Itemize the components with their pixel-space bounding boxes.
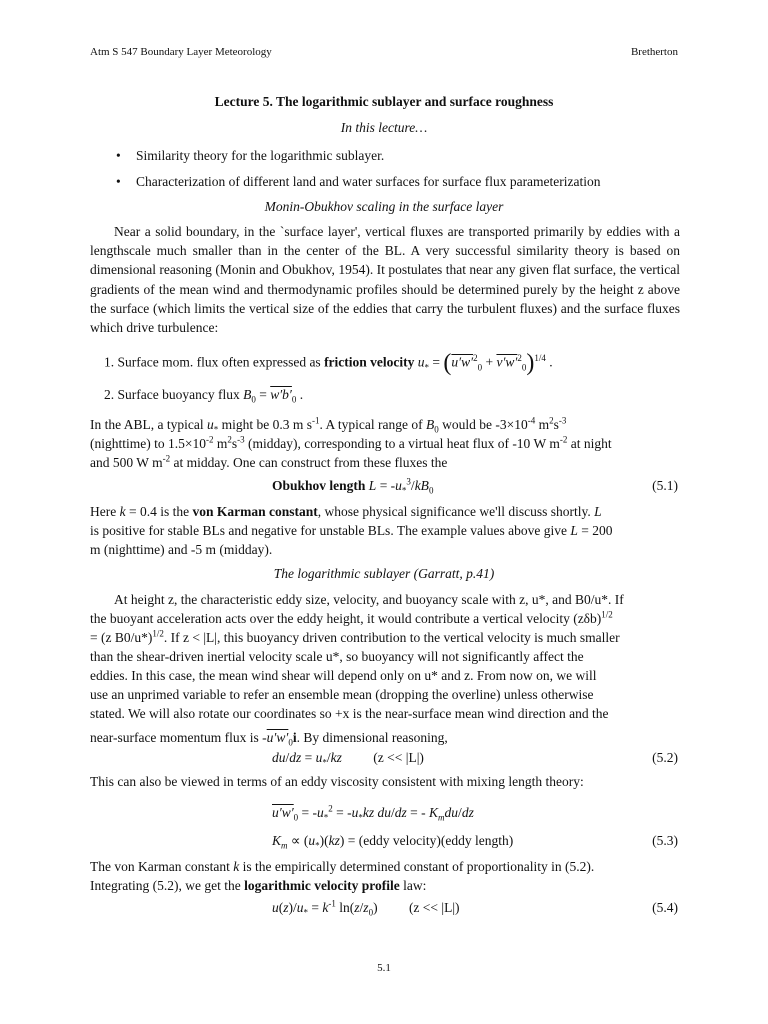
paragraph-sublayer-line-6: use an unprimed variable to refer an ensemble mean (dropping the overline) unless otherwise (90, 687, 594, 702)
equation-log-profile: $u(z)/u_* = k^{-1}$ $\ln(z/z_0) (z << |L|)$ (272, 898, 460, 918)
header-author: Bretherton (630, 46, 678, 58)
paragraph-sublayer-line-4: than the shear-driven inertial velocity scale u*, so buoyancy will not significantly affect the (90, 649, 584, 664)
paragraph-abl-line-3: and 500 W $m^{-2}$ at midday. One can construct from these fluxes the (90, 453, 448, 470)
paragraph-intro: Near a solid boundary, in the `surface layer', vertical fluxes are transported primarily by eddies with a lengthscale much smaller than in the center of the BL. A very successful similarity theory is based on dimensional reasoning (Monin and Obukhov, 1954). It postulates that near any given flat surface, the vertical gradients of the mean wind and thermodynamic profiles should be determined purely by the height z above the surface (which limits the vertical size of the eddies that carry the turbulent fluxes) and the surface fluxes which drive turbulence: (90, 224, 680, 336)
paragraph-karman-line-1: Here k = 0.4 is the von Karman constant, whose physical significance we'll discuss shortly. L (90, 504, 602, 519)
paragraph-karman-integrate-line-2: Integrating (5.2), we get the logarithmic velocity profile law: (90, 878, 427, 893)
equation-number-5-4: (5.4) (652, 900, 678, 915)
equation-wind-shear: $du/dz = u_*/kz$ (z << |L|) (272, 750, 424, 768)
equation-label: Obukhov length (272, 478, 366, 493)
bullet-icon: • (116, 148, 121, 163)
section-heading-log-sublayer: The logarithmic sublayer (Garratt, p.41) (273, 566, 495, 581)
item-buoyancy-flux: 2. Surface buoyancy flux $B_0 = w'b'_0$ . (104, 387, 304, 405)
lecture-title: Lecture 5. The logarithmic sublayer and surface roughness (214, 94, 554, 109)
bullet-text: Similarity theory for the logarithmic sublayer. (136, 148, 385, 163)
item-bold-term: friction velocity (324, 354, 415, 370)
section-heading-mo-scaling: Monin-Obukhov scaling in the surface layer (264, 199, 504, 214)
paragraph-sublayer-line-8: near-surface momentum flux is $-u'w'_0i$. By dimensional reasoning, (90, 730, 448, 748)
paragraph-karman-integrate-line-1: The von Karman constant k is the empirically determined constant of proportionality in (5.2). (90, 859, 595, 874)
paragraph-sublayer-line-3: = (z B0/u*)$^{1/2}$. If z < |L|, this buoyancy driven contribution to the vertical velocity is much smaller (90, 628, 620, 645)
equation-momentum-flux: $u'w'_0 = -u_*^2 = -u_*kz$ du/dz = - $K_mdu/dz$ (272, 803, 474, 823)
in-this-lecture: In this lecture… (340, 120, 428, 135)
paragraph-karman-line-2: is positive for stable BLs and negative for unstable BLs. The example values above give L = 200 (90, 523, 613, 538)
bullet-text: Characterization of different land and water surfaces for surface flux parameterization (136, 174, 601, 189)
paragraph-sublayer-line-1: At height z, the characteristic eddy size, velocity, and buoyancy scale with z, u*, and B0/u*. If (114, 592, 624, 607)
equation-eddy-viscosity: $K_m \propto (u_*)(kz)$ = (eddy velocity)(eddy length) (272, 833, 514, 851)
item-friction-velocity: 1. Surface mom. flux often expressed as friction velocity $u_* = (u'w'^2_0 + v'w'^2_0)^{1/4}$ . (104, 350, 553, 376)
item-text: 1. Surface mom. flux often expressed as (104, 354, 325, 370)
header-course: Atm S 547 Boundary Layer Meteorology (90, 46, 272, 58)
paragraph-eddy-viscosity: This can also be viewed in terms of an eddy viscosity consistent with mixing length theory: (90, 774, 584, 789)
page-number: 5.1 (377, 962, 391, 974)
equation-obukhov-length: Obukhov length $L = -u_*^3/kB_0$ (272, 476, 434, 496)
paragraph-sublayer-line-5: eddies. In this case, the mean wind shear will depend only on u* and z. From now on, we will (90, 668, 597, 683)
equation-number-5-2: (5.2) (652, 750, 678, 765)
equation-number-5-3: (5.3) (652, 833, 678, 848)
paragraph-sublayer-line-7: stated. We will also rotate our coordinates so +x is the near-surface mean wind direction and the (90, 706, 609, 721)
item-text: 2. Surface buoyancy flux (104, 387, 244, 402)
paragraph-abl-line-1: In the ABL, a typical $u_*$ might be 0.3 m $s^{-1}$. A typical range of $B_0$ would be $-3\times 10^{-4}$ $m^2s^{-3}$ (90, 415, 567, 435)
paragraph-karman-line-3: m (nighttime) and -5 m (midday). (90, 542, 273, 557)
paragraph-sublayer-line-2: the buoyant acceleration acts over the eddy height, it would contribute a vertical velocity $(z\delta b)^{1/2}$ (90, 609, 613, 626)
bullet-icon: • (116, 174, 121, 189)
paragraph-abl-line-2: (nighttime) to $1.5\times 10^{-2}$ $m^2s^{-3}$ (midday), corresponding to a virtual heat flux of -10 W $m^{-2}$ at night (90, 434, 612, 451)
equation-number-5-1: (5.1) (652, 478, 678, 493)
